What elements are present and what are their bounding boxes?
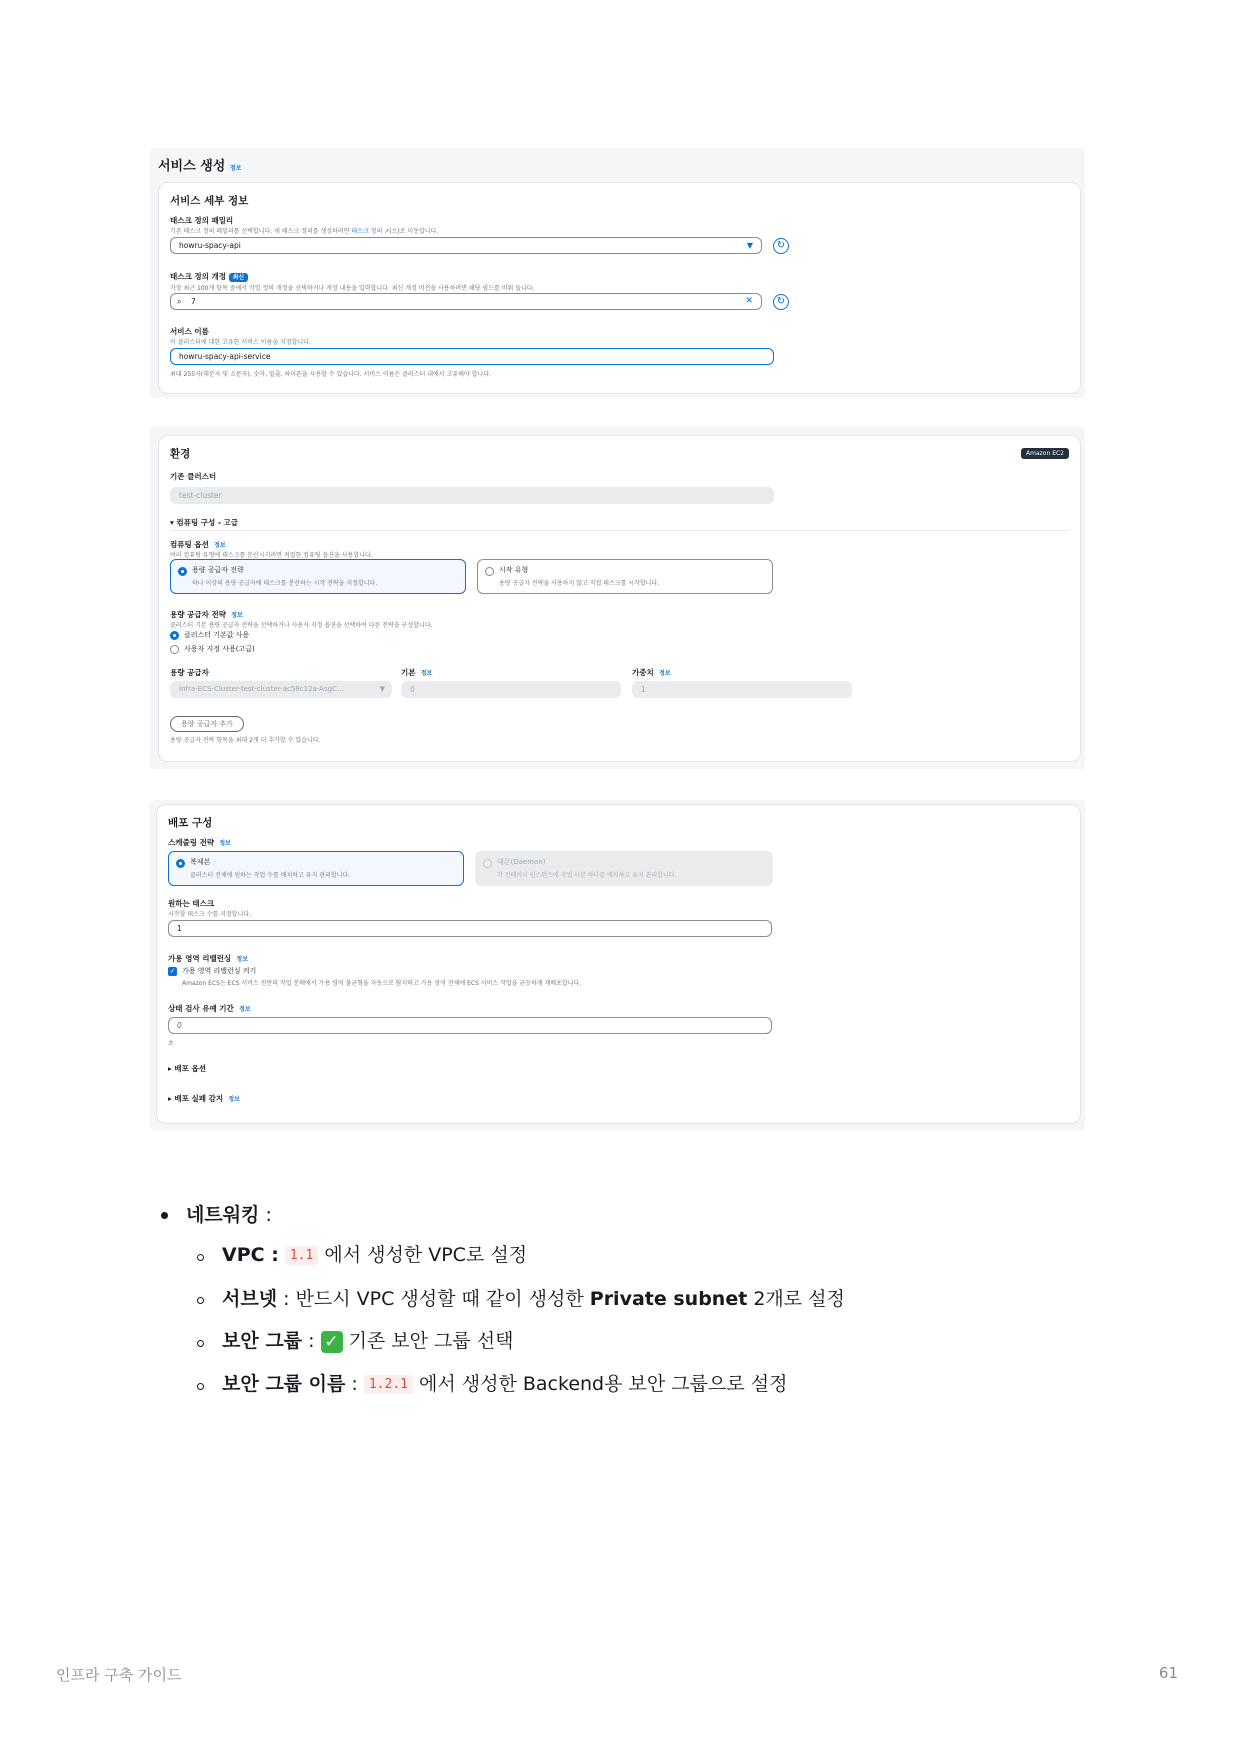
screenshot-service-details [150,148,1085,398]
tile-title: 대몬(Daemon) [497,858,546,866]
footer-title: 인프라 구축 가이드 [56,1666,182,1684]
search-icon: ⌕ [177,297,182,306]
cluster-input: test-cluster [170,487,774,504]
grace-unit: 초 [168,1040,174,1047]
service-details-card [158,182,1081,394]
az-checkbox[interactable]: ✓ [169,967,176,975]
grace-input[interactable]: 0 [168,1017,772,1034]
deploy-options-toggle[interactable]: ▸ 배포 옵션 [168,1064,206,1073]
info-link[interactable]: 정보 [229,165,242,172]
external-link-icon: ↗ [384,228,390,235]
radio [485,567,494,576]
deploy-title: 배포 구성 [168,817,213,829]
cps-desc: 클러스터 기본 용량 공급자 전략을 선택하거나 사용자 지정 옵션을 선택하여 다른 전략을 구성합니다. [170,622,433,629]
tile-replica[interactable] [168,851,464,886]
tile-title: 시작 유형 [499,566,529,574]
deployment-card [156,804,1081,1124]
deploy-failure-toggle[interactable]: ▸ 배포 실패 감지 정보 [168,1094,240,1103]
base-label: 기본 정보 [401,668,433,677]
cps-opt2: 사용자 지정 사용(고급) [184,645,255,653]
radio-cluster-default[interactable] [170,631,179,640]
card-title: 서비스 세부 정보 [170,195,249,207]
page-number: 61 [1158,1664,1178,1682]
env-title: 환경 [170,448,191,460]
revision-label: 태스크 정의 개정 최신 [170,271,248,282]
bullet-subnet: 서브넷 : 반드시 VPC 생성할 때 같이 생성한 Private subnet 2개로 설정 [222,1288,845,1310]
desired-label: 원하는 태스크 [168,899,215,908]
clear-icon[interactable]: ✕ [745,296,753,306]
bullet-circle [197,1383,204,1390]
family-desc: 기존 태스크 정의 패밀리를 선택합니다. 새 태스크 정의를 생성하려면 태스크 정의 ↗(으)로 이동합니다. [170,228,439,235]
revision-desc: 가장 최근 100개 항목 중에서 작업 정의 개정을 선택하거나 개정 내용을 입력합니다. 최신 개정 버전을 사용하려면 해당 필드를 비워 둡니다. [170,285,535,292]
tile-desc: 클러스터 전체에 원하는 작업 수를 배치하고 유지 관리합니다. [190,872,351,879]
ec2-badge: Amazon EC2 [1021,448,1069,459]
caret-down-icon: ▼ [746,241,753,250]
networking-heading: 네트워킹 : [186,1204,272,1226]
tile-desc: 각 컨테이너 인스턴스에 작업 사본 하나를 배치하고 유지 관리합니다. [497,872,677,879]
task-def-link[interactable]: 태스크 정의 [351,228,383,235]
radio-disabled [483,859,492,868]
desired-desc: 시작할 태스크 수를 지정합니다. [168,911,251,918]
az-desc: Amazon ECS는 ECS 서비스 전반의 작업 분배에서 가용 영역 불균형을 자동으로 탐지하고 가용 영역 전체에 ECS 서비스 작업을 균등하게 재배포합니다. [182,980,582,987]
divider [170,530,1069,531]
bullet-circle [197,1254,204,1261]
refresh-icon[interactable]: ↻ [773,238,789,254]
service-name-label: 서비스 이름 [170,327,209,336]
environment-card [158,435,1081,762]
cps-label: 용량 공급자 전략 정보 [170,610,243,619]
family-select[interactable]: howru-spacy-api ▼ [170,237,762,254]
radio-selected [178,567,187,576]
az-check-label: 가용 영역 리밸런싱 켜기 [182,967,257,975]
tile-capacity-provider[interactable] [170,559,466,594]
provider-select: Infra-ECS-Cluster-test-cluster-ac58c12a-AsgC... ▼ [170,681,392,698]
add-provider-button[interactable]: 용량 공급자 추가 [170,716,244,732]
compute-toggle[interactable]: ▾ 컴퓨팅 구성 - 고급 [170,518,239,527]
radio-selected [176,859,185,868]
family-label: 태스크 정의 패밀리 [170,216,234,225]
latest-badge: 최신 [229,273,249,282]
tile-desc: 용량 공급자 전략을 사용하지 않고 직접 태스크를 시작합니다. [499,580,660,587]
scheduling-label: 스케줄링 전략 정보 [168,838,231,847]
provider-label: 용량 공급자 [170,668,209,677]
tile-desc: 하나 이상의 용량 공급자에 태스크를 분산하는 시작 전략을 지정합니다. [192,580,378,587]
compute-options-desc: 여러 컴퓨팅 유형에 태스크를 분산시키려면 적절한 컴퓨팅 옵션을 사용합니다. [170,552,373,559]
grace-label: 상태 검사 유예 기간 정보 [168,1004,251,1013]
caret-down-icon: ▾ [170,518,174,527]
az-label: 가용 영역 리밸런싱 정보 [168,954,249,963]
refresh-icon[interactable]: ↻ [773,294,789,310]
bullet-vpc: VPC : 1.1 에서 생성한 VPC로 설정 [222,1244,528,1266]
page-title: 서비스 생성 정보 [158,159,242,174]
base-input: 0 [401,681,621,698]
tile-title: 복제본 [190,858,211,866]
weight-label: 가중치 정보 [632,668,671,677]
screenshot-deployment [150,800,1085,1130]
bullet-dot [161,1212,168,1219]
screenshot-environment [150,427,1085,769]
tile-daemon [475,851,773,886]
caret-right-icon: ▸ [168,1064,172,1073]
add-hint: 용량 공급자 전략 항목을 최대 2개 더 추가할 수 있습니다. [170,737,321,744]
tile-launch-type[interactable] [477,559,773,594]
service-name-input[interactable]: howru-spacy-api-service [170,348,774,365]
desired-input[interactable]: 1 [168,920,772,937]
check-mark-icon: ✓ [321,1331,343,1353]
section-ref-tag: 1.2.1 [364,1375,413,1394]
tile-title: 용량 공급자 전략 [192,566,244,574]
bullet-circle [197,1340,204,1347]
bullet-security-group-name: 보안 그룹 이름 : 1.2.1 에서 생성한 Backend용 보안 그룹으로 설정 [222,1373,788,1395]
caret-down-icon: ▼ [379,685,385,693]
radio-custom[interactable] [170,645,179,654]
compute-options-label: 컴퓨팅 옵션 정보 [170,540,226,549]
section-ref-tag: 1.1 [285,1246,318,1265]
service-name-desc: 이 클러스터에 대한 고유한 서비스 이름을 지정합니다. [170,339,311,346]
cps-opt1: 클러스터 기본값 사용 [184,631,250,639]
weight-input: 1 [632,681,852,698]
revision-input[interactable]: ⌕ 7 ✕ [170,293,762,310]
bullet-circle [197,1297,204,1304]
caret-right-icon: ▸ [168,1094,172,1103]
cluster-label: 기존 클러스터 [170,472,217,481]
bullet-security-group: 보안 그룹 : ✓ 기존 보안 그룹 선택 [222,1330,514,1352]
service-name-hint: 최대 255자(대문자 및 소문자), 숫자, 밑줄, 하이픈을 사용할 수 있습니다. 서비스 이름은 클러스터 내에서 고유해야 합니다. [170,371,491,378]
